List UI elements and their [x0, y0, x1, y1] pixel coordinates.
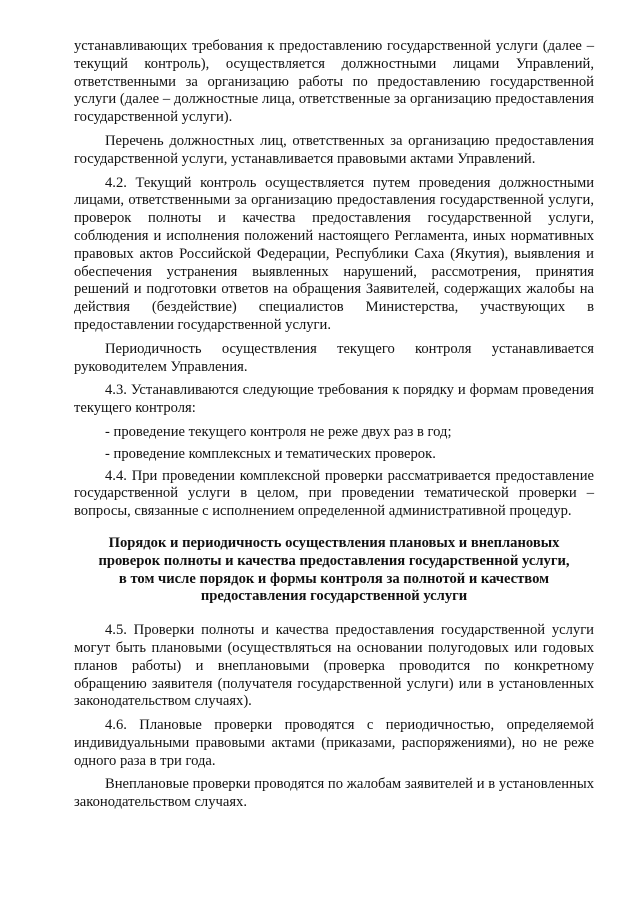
section-heading	[74, 535, 594, 606]
section-heading-line: Порядок и периодичность осуществления плановых и внеплановых	[108, 534, 560, 551]
section-heading-line: в том числе порядок и формы контроля за полнотой и качеством	[118, 570, 550, 587]
paragraph-4-2: 4.2. Текущий контроль осуществляется путем проведения должностными лицами, ответственными за организацию предоставления государственной услуги, проверок полноты и качества предоставления государственной услуги, соблюдения и исполнения положений настоящего Регламента, иных нормативных правовых актов Российской Федерации, Республики Саха (Якутия), выявления и обеспечения устранения выявленных нарушений, рассмотрения, принятия решений и подготовки ответов на обращения Заявителей, содержащих жалобы на действия (бездействие) специалистов Министерства, участвующих в предоставлении государственной услуги.	[74, 174, 594, 333]
paragraph-periodicity: Периодичность осуществления текущего контроля устанавливается руководителем Управления.	[74, 340, 594, 375]
section-heading-line: предоставления государственной услуги	[200, 588, 468, 605]
paragraph-4-3: 4.3. Устанавливаются следующие требования к порядку и формам проведения текущего контроля:	[74, 382, 594, 417]
paragraph-unscheduled: Внеплановые проверки проводятся по жалобам заявителей и в установленных законодательством случаях.	[74, 776, 594, 811]
paragraph-4-4: 4.4. При проведении комплексной проверки рассматривается предоставление государственной услуги в целом, при проведении тематической проверки – вопросы, связанные с исполнением определенной административной процедур.	[74, 467, 594, 520]
list-item-complex-inspections: - проведение комплексных и тематических проверок.	[105, 445, 436, 462]
paragraph-4-5: 4.5. Проверки полноты и качества предоставления государственной услуги могут быть плановыми (осуществляться на основании полугодовых или годовых планов работы) и внеплановыми (проверка проводится по конкретному обращению заявителя (получателя государственной услуги) или в установленных законодательством случаях).	[74, 622, 594, 710]
list-item-control-frequency: - проведение текущего контроля не реже двух раз в год;	[105, 423, 452, 440]
paragraph-4-6: 4.6. Плановые проверки проводятся с периодичностью, определяемой индивидуальными правовыми актами (приказами, распоряжениями), но не реже одного раза в три года.	[74, 717, 594, 769]
paragraph-list-of-officials: Перечень должностных лиц, ответственных за организацию предоставления государственной услуги, устанавливается правовыми актами Управлений.	[74, 132, 594, 167]
document-page	[74, 38, 594, 818]
section-heading-line: проверок полноты и качества предоставления государственной услуги,	[98, 552, 570, 569]
paragraph-intro: устанавливающих требования к предоставлению государственной услуги (далее – текущий контроль), осуществляется должностными лицами Управлений, ответственными за организацию работы по предоставлению государственной услуги (далее – должностные лица, ответственные за организацию предоставления государственной услуги).	[74, 38, 594, 126]
